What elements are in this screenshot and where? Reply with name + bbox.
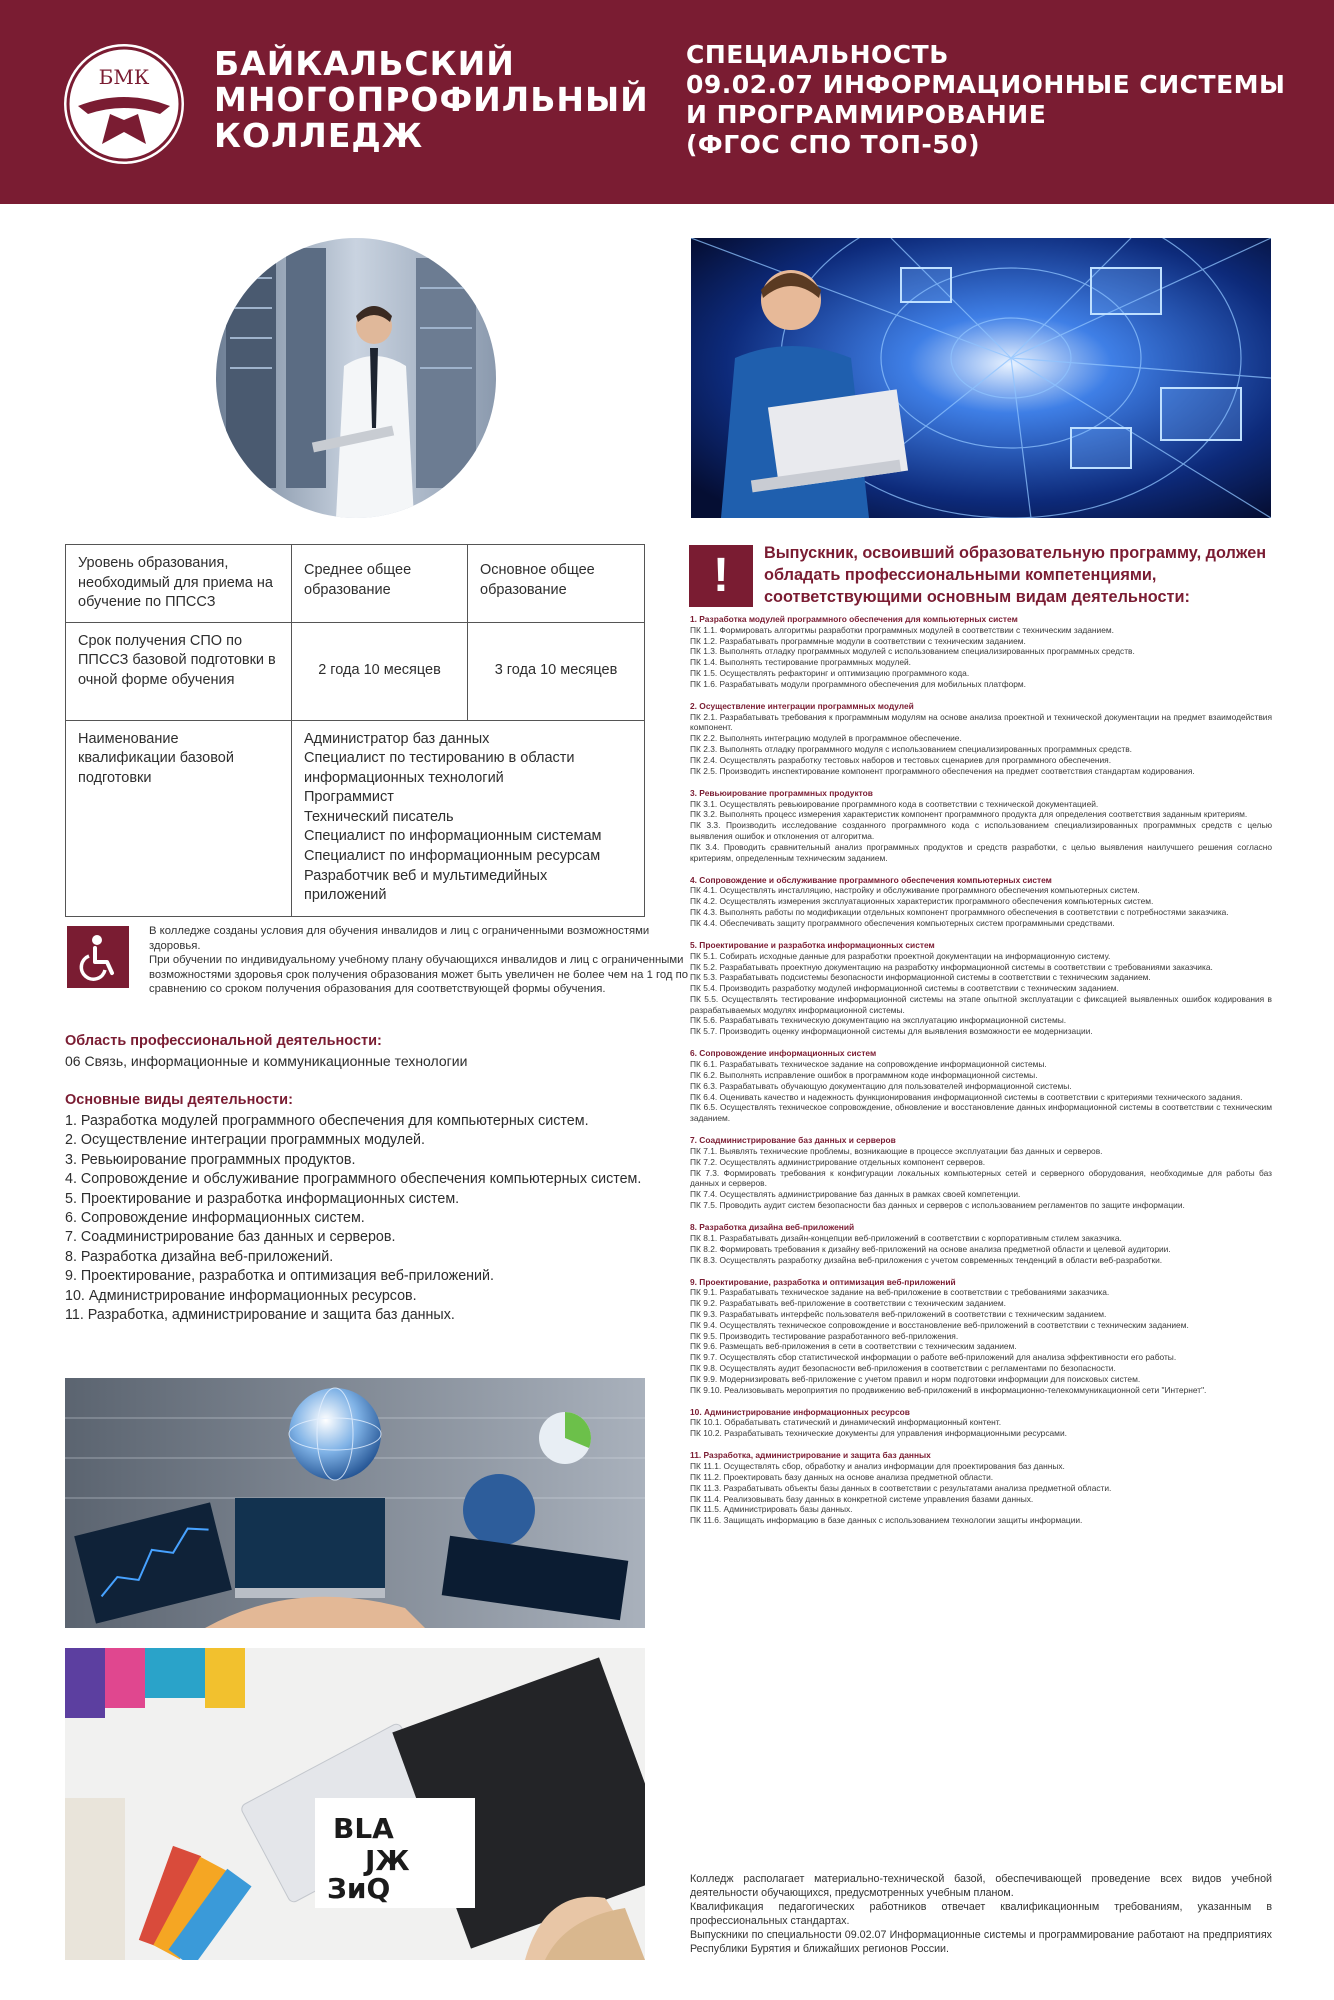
list-item: 6. Сопровождение информационных систем. (65, 1210, 365, 1227)
table-cell: 2 года 10 месяцев (292, 622, 468, 720)
closing-paragraph: Выпускники по специальности 09.02.07 Информационные системы и программирование работают на предприятиях Республики Бурятия и ближайших регионов России. (690, 1929, 1272, 1955)
competency-item: ПК 3.2. Выполнять процесс измерения характеристик компонент программного продукта для определения соответствия заданным критериям. (690, 809, 1248, 820)
specialty-title: СПЕЦИАЛЬНОСТЬ 09.02.07 ИНФОРМАЦИОННЫЕ СИСТЕМЫ И ПРОГРАММИРОВАНИЕ (ФГОС СПО ТОП-50) (686, 40, 1286, 159)
competency-item: ПК 7.3. Формировать требования к конфигурации локальных компьютерных сетей и серверного оборудования, необходимые для работы баз данных и серверов. (690, 1167, 1272, 1189)
competency-item: ПК 7.2. Осуществлять администрирование отдельных компонент серверов. (690, 1156, 986, 1167)
competency-item: ПК 7.1. Выявлять технические проблемы, возникающие в процессе эксплуатации баз данных и серверов. (690, 1146, 1103, 1157)
list-item: Разработчик веб и мультимедийных приложений (304, 867, 548, 904)
competency-item: ПК 5.3. Разрабатывать подсистемы безопасности информационной системы в соответствии с техническим заданием. (690, 972, 1151, 983)
list-item: 10. Администрирование информационных ресурсов. (65, 1287, 417, 1304)
competency-item: ПК 1.6. Разрабатывать модули программного обеспечения для мобильных платформ. (690, 678, 1026, 689)
competency-group-title: 3. Ревьюирование программных продуктов (690, 787, 873, 798)
closing-text (690, 1872, 1272, 1956)
competency-item: ПК 9.8. Осуществлять аудит безопасности веб-приложения в соответствии с регламентами по безопасности. (690, 1362, 1116, 1373)
list-item: Специалист по тестированию в области информационных технологий (304, 750, 575, 786)
competency-item: ПК 11.2. Проектировать базу данных на основе анализа предметной области. (690, 1471, 994, 1482)
activities-title: Основные виды деятельности: (65, 1092, 293, 1108)
svg-text:BLA: BLA (333, 1812, 394, 1845)
graduate-title: Выпускник, освоивший образовательную программу, должен обладать профессиональными компетенциями, соответствующими основным видам деятельности: (764, 544, 1267, 606)
logo-text: БМК (98, 65, 150, 89)
competency-group-title: 9. Проектирование, разработка и оптимизация веб-приложений (690, 1276, 956, 1287)
competency-group-title: 2. Осуществление интеграции программных модулей (690, 700, 914, 711)
competency-group-title: 5. Проектирование и разработка информационных систем (690, 939, 935, 950)
list-item: 9. Проектирование, разработка и оптимизация веб-приложений. (65, 1268, 495, 1285)
competency-item: ПК 7.5. Проводить аудит систем безопасности баз данных и серверов с использованием регламентов по защите информации. (690, 1200, 1185, 1211)
competency-item: ПК 7.4. Осуществлять администрирование баз данных в рамках своей компетенции. (690, 1189, 1021, 1200)
competency-group (690, 1450, 1272, 1526)
competency-item: ПК 6.3. Разрабатывать обучающую документацию для пользователей информационной системы. (690, 1080, 1072, 1091)
competency-item: ПК 3.3. Производить исследование созданного программного кода с использованием специализированных программных средств с целью выявления ошибок и отклонения от алгоритма. (690, 820, 1272, 841)
list-item: 11. Разработка, администрирование и защита баз данных. (65, 1307, 455, 1324)
college-name: БАЙКАЛЬСКИЙ МНОГОПРОФИЛЬНЫЙ КОЛЛЕДЖ (214, 44, 649, 155)
competency-item: ПК 9.1. Разрабатывать техническое задание на веб-приложение в соответствии с требованиями заказчика. (690, 1287, 1110, 1298)
competency-item: ПК 5.5. Осуществлять тестирование информационной системы на этапе опытной эксплуатации с фиксацией выявленных ошибок кодирования в разрабатываемых модулях информационной системы. (690, 993, 1272, 1015)
table-cell: Срок получения СПО по ППССЗ базовой подготовки в очной форме обучения (66, 622, 292, 720)
competency-item: ПК 2.4. Осуществлять разработку тестовых наборов и тестовых сценариев для программного обеспечения. (690, 754, 1112, 765)
competency-item: ПК 11.6. Защищать информацию в базе данных с использованием технологии защиты информации. (690, 1515, 1083, 1526)
competency-item: ПК 2.5. Производить инспектирование компонент программного обеспечения на предмет соответствия стандартам кодирования. (690, 765, 1195, 776)
closing-paragraph: Колледж располагает материально-технической базой, обеспечивающей проведение всех видов учебной деятельности обучающихся, предусмотренных учебным планом. (690, 1873, 1272, 1899)
competency-item: ПК 1.5. Осуществлять рефакторинг и оптимизацию программного кода. (690, 667, 970, 678)
competency-item: ПК 9.3. Разрабатывать интерфейс пользователя веб-приложений в соответствии с техническим заданием. (690, 1309, 1107, 1319)
competency-item: ПК 6.1. Разрабатывать техническое задание на сопровождение информационной системы. (690, 1059, 1047, 1070)
table-row (66, 545, 645, 623)
competency-group (690, 1222, 1272, 1265)
list-item: Специалист по информационным системам (304, 828, 602, 845)
competency-group (690, 614, 1272, 690)
header-banner (0, 0, 1334, 204)
competency-item: ПК 8.2. Формировать требования к дизайну веб-приложений на основе анализа предметной области и целевой аудитории. (690, 1243, 1171, 1254)
wheelchair-icon (67, 926, 129, 988)
list-item: Технический писатель (304, 808, 454, 825)
competency-item: ПК 6.2. Выполнять исправление ошибок в программном коде информационной системы. (690, 1069, 1038, 1080)
competency-item: ПК 3.4. Проводить сравнительный анализ программных продуктов и средств разработки, с целью выявления наилучшего решения согласно критериям, определенным техническим заданием. (690, 841, 1272, 863)
list-item: 1. Разработка модулей программного обеспечения для компьютерных систем. (65, 1113, 589, 1129)
education-info-table (65, 544, 645, 917)
competency-group-title: 10. Администрирование информационных ресурсов (690, 1406, 910, 1417)
competency-item: ПК 3.1. Осуществлять ревьюирование программного кода в соответствии с технической документацией. (690, 798, 1099, 809)
svg-text:JЖ: JЖ (365, 1844, 410, 1877)
competency-item: ПК 10.2. Разрабатывать технические документы для управления информационными ресурсами. (690, 1428, 1067, 1439)
competency-item: ПК 5.4. Производить разработку модулей информационной системы в соответствии с техническим заданием. (690, 983, 1119, 994)
competency-group (690, 701, 1272, 777)
table-row (66, 720, 645, 916)
server-room-photo (216, 238, 496, 518)
table-cell: Среднее общее образование (292, 545, 468, 623)
table-cell: Уровень образования, необходимый для приема на обучение по ППССЗ (66, 545, 292, 623)
competency-item: ПК 5.1. Собирать исходные данные для разработки проектной документации на информационную систему. (690, 950, 1111, 961)
list-item: Программист (304, 789, 394, 806)
competency-item: ПК 8.3. Осуществлять разработку дизайна веб-приложения с учетом современных тенденций в области веб-разработки. (690, 1254, 1163, 1265)
competency-item: ПК 2.3. Выполнять отладку программного модуля с использованием специализированных программных средств. (690, 744, 1132, 755)
competency-item: ПК 11.1. Осуществлять сбор, обработку и анализ информации для проектирования баз данных. (690, 1461, 1065, 1472)
competency-item: ПК 9.2. Разрабатывать веб-приложение в соответствии с техническим заданием. (690, 1298, 1006, 1309)
competency-item: ПК 4.1. Осуществлять инсталляцию, настройку и обслуживание программного обеспечения компьютерных систем. (690, 885, 1140, 896)
competency-item: ПК 2.1. Разрабатывать требования к программным модулям на основе анализа проектной и технической документации на предмет взаимодействия компонент. (690, 711, 1272, 733)
competency-group (690, 875, 1272, 929)
competency-item: ПК 1.1. Формировать алгоритмы разработки программных модулей в соответствии с техническим заданием. (690, 624, 1114, 635)
table-cell: Основное общее образование (468, 545, 645, 623)
list-item: 8. Разработка дизайна веб-приложений. (65, 1248, 334, 1265)
competency-item: ПК 9.6. Размещать веб-приложения в сети в соответствии с техническим заданием. (690, 1341, 1017, 1352)
accessibility-text: В колледже созданы условия для обучения инвалидов и лиц с ограниченными возможностями здоровья. (149, 925, 650, 952)
competency-item: ПК 9.7. Осуществлять сбор статистической информации о работе веб-приложений для анализа эффективности его работы. (690, 1352, 1177, 1363)
competency-item: ПК 11.4. Реализовывать базу данных в конкретной системе управления базами данных. (690, 1493, 1034, 1504)
competency-item: ПК 9.10. Реализовывать мероприятия по продвижению веб-приложений в информационно-телекоммуникационной сети "Интернет". (690, 1384, 1207, 1395)
competency-group (690, 1277, 1272, 1396)
competency-item: ПК 5.6. Разрабатывать техническую документацию на эксплуатацию информационной системы. (690, 1015, 1067, 1026)
list-item: Администратор баз данных (304, 730, 490, 747)
competency-group (690, 1048, 1272, 1124)
competency-item: ПК 4.4. Обеспечивать защиту программного обеспечения компьютерных систем программными средствами. (690, 917, 1115, 928)
competency-group-title: 11. Разработка, администрирование и защита баз данных (690, 1450, 931, 1461)
competency-item: ПК 8.1. Разрабатывать дизайн-концепции веб-приложений в соответствии с корпоративным стилем заказчика. (690, 1232, 1122, 1243)
competency-item: ПК 2.2. Выполнять интеграцию модулей в программное обеспечение. (690, 733, 962, 744)
competency-item: ПК 11.5. Администрировать базы данных. (690, 1504, 853, 1515)
college-logo (64, 44, 184, 164)
designer-desk-photo (65, 1648, 645, 1960)
competencies-list (690, 614, 1272, 1537)
competency-item: ПК 4.2. Осуществлять измерения эксплуатационных характеристик программного обеспечения компьютерных систем. (690, 896, 1154, 907)
competency-group-title: 7. Соадминистрирование баз данных и серверов (690, 1135, 896, 1146)
competency-item: ПК 9.4. Осуществлять техническое сопровождение и восстановление веб-приложений в соответствии с техническим заданием. (690, 1319, 1189, 1330)
competency-item: ПК 11.3. Разрабатывать объекты базы данных в соответствии с результатами анализа предметной области. (690, 1482, 1112, 1493)
competency-group-title: 1. Разработка модулей программного обеспечения для компьютерных систем (690, 614, 1018, 624)
table-cell: 3 года 10 месяцев (468, 622, 645, 720)
accessibility-text: При обучении по индивидуальному учебному плану обучающихся инвалидов и лиц с ограниченными возможностями здоровья срок получения образования может быть увеличен не более чем на 1 год по сравнению со сроком получения образования для соответствующей формы обучения. (149, 954, 689, 996)
competency-item: ПК 1.3. Выполнять отладку программных модулей с использованием специализированных программных средств. (690, 646, 1135, 657)
competency-group-title: 8. Разработка дизайна веб-приложений (690, 1222, 855, 1233)
competency-item: ПК 5.7. Производить оценку информационной системы для выявления возможности ее модернизации. (690, 1026, 1093, 1037)
list-item: 4. Сопровождение и обслуживание программного обеспечения компьютерных систем. (65, 1171, 642, 1188)
competency-item: ПК 5.2. Разрабатывать проектную документацию на разработку информационной системы в соответствии с требованиями заказчика. (690, 961, 1213, 972)
field-text: 06 Связь, информационные и коммуникационные технологии (65, 1053, 468, 1069)
competency-item: ПК 10.1. Обрабатывать статический и динамический информационный контент. (690, 1417, 1002, 1428)
qualification-list (292, 720, 645, 916)
competency-group-title: 4. Сопровождение и обслуживание программного обеспечения компьютерных систем (690, 874, 1052, 885)
competency-group-title: 6. Сопровождение информационных систем (690, 1048, 877, 1059)
exclamation-icon: ! (689, 545, 753, 607)
devices-globe-photo (65, 1378, 645, 1628)
competency-item: ПК 1.2. Разрабатывать программные модули в соответствии с техническим заданием. (690, 635, 1026, 646)
field-title: Область профессиональной деятельности: (65, 1033, 382, 1049)
list-item: 3. Ревьюирование программных продуктов. (65, 1151, 356, 1168)
competency-item: ПК 9.9. Модернизировать веб-приложение с учетом правил и норм подготовки информации для поисковых систем. (690, 1373, 1141, 1384)
competency-group (690, 1135, 1272, 1211)
table-cell: Наименование квалификации базовой подготовки (66, 720, 292, 916)
list-item: 7. Соадминистрирование баз данных и серверов. (65, 1229, 396, 1246)
competency-item: ПК 9.5. Производить тестирование разработанного веб-приложения. (690, 1330, 959, 1341)
competency-group (690, 1407, 1272, 1439)
activities-list (65, 1112, 647, 1325)
closing-paragraph: Квалификация педагогических работников отвечает квалификационным требованиям, указанным в профессиональных стандартах. (690, 1901, 1272, 1927)
logo-emblem-icon (64, 44, 184, 164)
competency-item: ПК 6.5. Осуществлять техническое сопровождение, обновление и восстановление данных информационной системы в соответствии с техническим заданием. (690, 1102, 1272, 1124)
accessibility-note (65, 922, 689, 1022)
competency-item: ПК 4.3. Выполнять работы по модификации отдельных компонент программного обеспечения в соответствии с потребностями заказчика. (690, 907, 1229, 918)
svg-text:ЗиQ: ЗиQ (327, 1872, 391, 1905)
list-item: Специалист по информационным ресурсам (304, 848, 601, 865)
competency-item: ПК 1.4. Выполнять тестирование программных модулей. (690, 657, 911, 668)
table-row (66, 622, 645, 720)
competency-group (690, 788, 1272, 864)
list-item: 5. Проектирование и разработка информационных систем. (65, 1190, 460, 1207)
graduate-laptop-photo (691, 238, 1271, 518)
list-item: 2. Осуществление интеграции программных модулей. (65, 1132, 426, 1149)
competency-group (690, 940, 1272, 1037)
competency-item: ПК 6.4. Оценивать качество и надежность функционирования информационной системы в соответствии с критериями технического задания. (690, 1091, 1243, 1102)
